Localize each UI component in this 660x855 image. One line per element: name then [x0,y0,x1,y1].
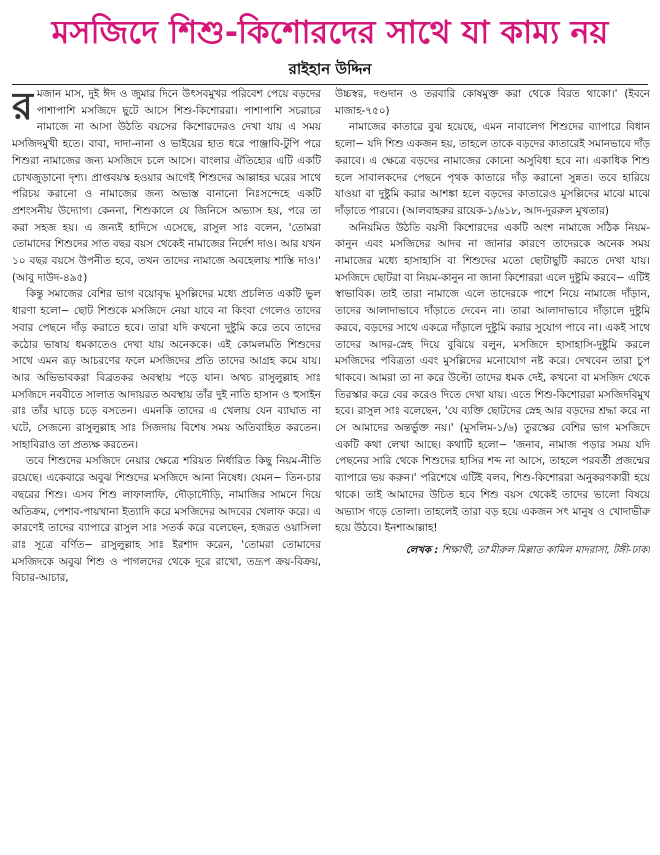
paragraph-text: মজান মাস, দুই ঈদ ও জুমার দিনে উৎসবমুখর পরিবেশ পেয়ে বড়দের পাশাপাশি মসজিদে ছুটে আসে শিশু-কিশোররা। পাশাপাশি সচরাচর নামাজে না আসা উঠতি বয়সের কিশোরদেরও দেখা যায় এ সময় মসজিদমুখী হতে। বাবা, দাদা-নানা ও ভাইয়ের হাত ধরে পাঞ্জাবি-টুপি পরে শিশুরা নামাজের জন্য মসজিদে চলে আসে। বাংলার ঐতিহ্যের এটি একটি চোখজুড়ানো দৃশ্য। প্রাপ্তবয়স্ক হওয়ার আগেই শিশুদের আল্লাহর ঘরের সাথে পরিচয় করানো ও নামাজের জন্য অভ্যস্ত বানানো নিঃসন্দেহে একটি প্রশংসনীয় উদ্যোগ। কেননা, শিশুকালে যে জিনিসে অভ্যাস হয়, পরে তা করা সহজ হয়। এ জন্যই হাদিসে এসেছে, রাসুল সাঃ বলেন, 'তোমরা তোমাদের শিশুদের সাত বছর বয়স থেকেই নামাজের নির্দেশ দাও। আর যখন ১০ বছর বয়সে উপনীত হবে, তখন তাদের নামাজে অবহেলায় শাস্তি দাও।' (আবু দাউদ-৪৯৫) [12,88,321,284]
column-right [335,86,650,849]
divider [12,84,648,85]
paragraph: অনিয়মিত উঠতি বয়সী কিশোরদের একটি অংশ নামাজে সঠিক নিয়ম-কানুন এবং মসজিদের আদব না জানার কারণে তাদেরকে অনেক সময় নামাজের মধ্যে হাসাহাসি বা শিশুদের মতো ছোটাছুটি করতে দেখা যায়। মসজিদে ছোটরা বা নিয়ম-কানুন না জানা কিশোররা এলে দুষ্টুমি করবে− এটিই স্বাভাবিক। তাই তারা নামাজে এলে তাদেরকে পাশে নিয়ে নামাজে দাঁড়ান, তাদের আলাদাভাবে দাঁড়াতে দেবেন না। তারা আলাদাভাবে দাঁড়ালে দুষ্টুমি করবে, বড়দের সাথে একত্রে দাঁড়ালে দুষ্টুমি করার সুযোগ পাবে না। একই সাথে তাদের আদর-স্নেহ দিয়ে বুঝিয়ে বলুন, মসজিদে হাসাহাসি-দুষ্টুমি করলে মসজিদের পবিত্রতা এবং মুসল্লিদের মনোযোগ নষ্ট করে। দেখবেন তারা চুপ থাকবে। আমরা তা না করে উল্টো তাদের ধমক দেই, কখনো বা মসজিদ থেকে তিরস্কার করে বের করেও দিতে দেখা যায়। এতে শিশু-কিশোররা মসজিদবিমুখ হবে। রাসুল সাঃ বলেছেন, 'যে ব্যক্তি ছোটদের স্নেহ আর বড়দের শ্রদ্ধা করে না সে আমাদের অন্তর্ভুক্ত নয়।' (মুসলিম-১/৬) তুরস্কের বেশির ভাগ মসজিদে একটি কথা লেখা আছে। কথাটি হলো− 'জনাব, নামাজ পড়ার সময় যদি পেছনের সারি থেকে শিশুদের হাসির শব্দ না আসে, তাহলে পরবর্তী প্রজন্মের ব্যাপারে ভয় করুন।' পরিশেষে এটিই বলব, শিশু-কিশোররা অনুকরণকারী হয়ে থাকে। তাই আমাদের উচিত হবে শিশু বয়স থেকেই তাদের ভালো বিষয়ে অভ্যাস গড়ে তোলা। তাহলেই তারা বড় হয়ে একজন সৎ মানুষ ও খোদাভীরু হয়ে উঠবে। ইনশাআল্লাহ! [335,221,650,535]
paragraph [12,86,321,286]
signature-label: লেখক : [405,544,439,556]
article-body [12,86,650,849]
paragraph: কিন্তু সমাজের বেশির ভাগ বয়োবৃদ্ধ মুসল্লিদের মধ্যে প্রচলিত একটি ভুল ধারণা হলো− ছোট শিশুকে মসজিদে নেয়া যাবে না কিংবা গেলেও তাদের সবার পেছনে দাঁড় করাতে হবে। তারা যদি কখনো দুষ্টুমি করে তবে তাদের কঠোর ভাষায় ধমকাতেও দেখা যায় অনেককে। এই কোমলমতি শিশুদের সাথে এমন রূঢ় আচরণের ফলে মসজিদের প্রতি তাদের আগ্রহ কমে যায়। আর অভিভাবকরা বিব্রতকর অবস্থায় পড়ে যান। অথচ রাসুলুল্লাহ সাঃ মসজিদে নববীতে সালাত আদায়রত অবস্থায় তাঁর দুই নাতি হাসান ও হুসাইন রাঃ তাঁর ঘাড়ে চড়ে বসতেন। এমনকি তাদের এ খেলায় যেন ব্যাঘাত না ঘটে, সেজন্যে রাসুলুল্লাহ সাঃ সিজদায় বিশেষ সময় অতিবাহিত করতেন। সাহাবিরাও তা প্রত্যক্ষ করতেন। [12,288,321,451]
column-left [12,86,321,849]
author-byline: রাইহান উদ্দিন [288,60,372,78]
author-signature [335,543,650,558]
paragraph: তবে শিশুদের মসজিদে নেয়ার ক্ষেত্রে শরিয়ত নির্ধারিত কিছু নিয়ম-নীতি রয়েছে। একেবারে অবুঝ শিশুদের মসজিদে আনা নিষেধ। যেমন− তিন-চার বছরের শিশু। এসব শিশু লাফালাফি, দৌড়াদৌড়ি, নামাজির সামনে দিয়ে অতিক্রম, পেশাব-পায়খানা ইত্যাদি করে মসজিদের আদবের খেলাফ করে। এ কারণেই তাদের ব্যাপারে রাসুল সাঃ সতর্ক করে বলেছেন, হজরত ওয়াসিলা রাঃ সূত্রে বর্ণিত− রাসুলুল্লাহ সাঃ ইরশাদ করেন, 'তোমরা তোমাদের মসজিদকে অবুঝ শিশু ও পাগলদের থেকে দূরে রাখো, তদ্রূপ ক্রয়-বিক্রয়, বিচার-আচার, [12,455,321,585]
signature-text: শিক্ষার্থী, তা'মীরুল মিল্লাত কামিল মাদরাসা, টঙ্গী-ঢাকা [441,544,650,556]
dropcap: র [12,86,33,128]
paragraph: নামাজের কাতারে বুঝ হয়েছে, এমন নাবালেগ শিশুদের ব্যাপারে বিধান হলো− যদি শিশু একজন হয়, তাহলে তাকে বড়দের কাতারেই সমানভাবে দাঁড় করাবে। এ ক্ষেত্রে বড়দের নামাজের কোনো অসুবিধা হবে না। একাধিক শিশু হলে সাবালকদের পেছনে পৃথক কাতারে দাঁড় করানো সুন্নত। তবে হারিয়ে যাওয়া বা দুষ্টুমি করার আশঙ্কা হলে বড়দের কাতারেও মুসল্লিদের মাঝে মাঝে দাঁড়াতে পারবে। (আলবাহরুর রায়েক-১/৬১৮, আদ-দুররুল মুখতার) [335,121,650,217]
headline: মসজিদে শিশু-কিশোরদের সাথে যা কাম্য নয় [51,13,609,51]
paragraph: উচ্চস্বর, দণ্ডদান ও তরবারি কোষমুক্ত করা থেকে বিরত থাকো।' (ইবনে মাজাহ-৭৫০) [335,88,650,117]
